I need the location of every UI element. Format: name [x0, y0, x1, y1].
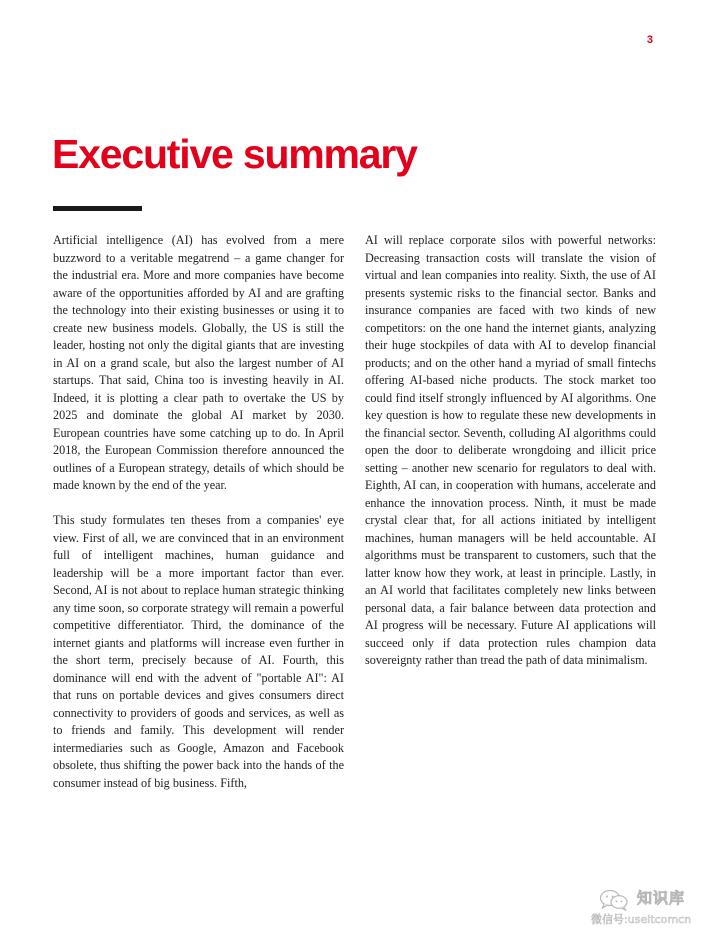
right-column: [365, 232, 656, 670]
wechat-icon: [599, 889, 629, 911]
watermark-brand: 知识库: [637, 889, 686, 907]
title-underline: [53, 206, 142, 211]
paragraph: This study formulates ten theses from a companies' eye view. First of all, we are convinced that in an environment full of intelligent machines, human guidance and leadership will be a more important factor than ever. Second, AI is not about to replace human strategic thinking any time soon, so corporate strategy will remain a powerful competitive differentiator. Third, the dominance of the internet giants and platforms will increase even further in the short term, precisely because of AI. Fourth, this dominance will end with the advent of "portable AI": AI that runs on portable devices and gives consumers direct connectivity to providers of goods and services, as well as to friends and family. This development will render intermediaries such as Google, Amazon and Facebook obsolete, thus shifting the power back into the hands of the consumer instead of big business. Fifth,: [53, 513, 344, 790]
watermark-account: 微信号:useitcomcn: [591, 913, 692, 926]
left-column: [53, 232, 344, 792]
paragraph: Artificial intelligence (AI) has evolved from a mere buzzword to a veritable megatrend – a game changer for the industrial era. More and more companies have become aware of the opportunities afforded by AI and are grafting the technology into their existing businesses or using it to create new business models. Globally, the US is still the leader, hosting not only the digital giants that are investing in AI on a grand scale, but also the largest number of AI startups. That said, China too is investing heavily in AI. Indeed, it is plotting a clear path to overtake the US by 2025 and dominate the global AI market by 2030. European countries have some catching up to do. In April 2018, the European Commission therefore announced the outlines of a European strategy, details of which should be made known by the end of the year.: [53, 233, 344, 492]
page-number: 3: [646, 34, 653, 46]
paragraph: AI will replace corporate silos with powerful networks: Decreasing transaction costs will translate the vision of virtual and lean companies into reality. Sixth, the use of AI presents systemic risks to the financial sector. Banks and insurance companies are faced with two kinds of new competitors: on the one hand the internet giants, analyzing their huge stockpiles of data with AI to develop financial products; and on the other hand a myriad of small fintechs offering AI-based niche products. The stock market too could find itself strongly influenced by AI algorithms. One key question is how to regulate these new developments in the financial sector. Seventh, colluding AI algorithms could open the door to deliberate wrongdoing and illicit price setting – another new scenario for regulators to deal with. Eighth, AI can, in cooperation with humans, accelerate and enhance the innovation process. Ninth, it must be made crystal clear that, for all actions initiated by intelligent machines, human managers will be held accountable. AI algorithms must be transparent to customers, such that the latter know how they work, at least in principle. Lastly, in an AI world that facilitates completely new links between personal data, a fair balance between data protection and AI progress will be necessary. Future AI applications will succeed only if data protection rules champion data sovereignty rather than tread the path of data minimalism.: [365, 233, 656, 667]
watermark: [589, 885, 701, 929]
page-title: Executive summary: [52, 131, 417, 177]
